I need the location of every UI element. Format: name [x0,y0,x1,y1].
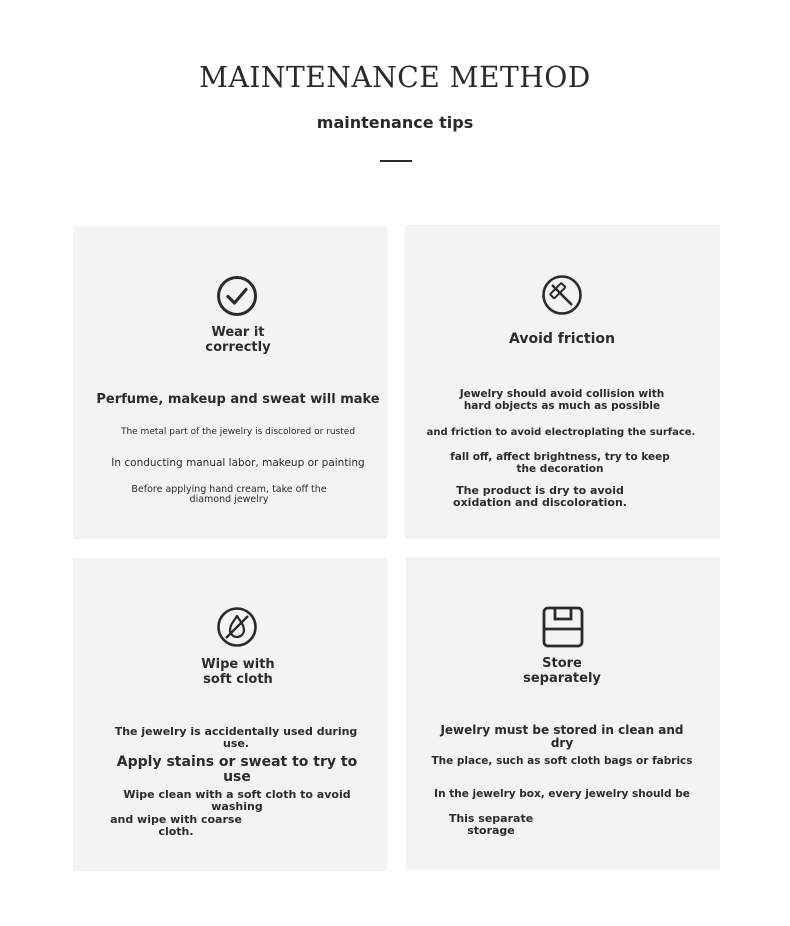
card-heading: Wipe with soft cloth [201,657,275,687]
check-circle-icon [216,275,258,317]
card-line: Jewelry must be stored in clean and dry [440,723,684,751]
card-line: Perfume, makeup and sweat will make [96,392,380,407]
card-line: The product is dry to avoid oxidation and discoloration. [453,484,627,510]
card-line: In conducting manual labor, makeup or painting [111,457,365,469]
hammer-circle-icon [541,274,583,316]
card-line: The place, such as soft cloth bags or fabrics [431,755,693,767]
card-line: This separate storage [448,812,534,838]
card-line: Wipe clean with a soft cloth to avoid washing [123,788,351,814]
page-title: MAINTENANCE METHOD [199,60,591,94]
title-divider [380,160,412,162]
card-line: The metal part of the jewelry is discolored or rusted [120,427,356,437]
no-water-drop-icon [216,606,258,648]
card-line: and wipe with coarse cloth. [110,813,242,839]
card-line: Jewelry should avoid collision with hard objects as much as possible [459,388,665,412]
card-line: and friction to avoid electroplating the surface. [426,427,696,438]
card-heading: Store separately [523,656,601,686]
page-subtitle: maintenance tips [316,113,474,132]
card-line: Apply stains or sweat to try to use [116,754,358,786]
card-heading: Wear it correctly [205,325,271,355]
card-line: fall off, affect brightness, try to keep the decoration [450,451,670,475]
card-line: The jewelry is accidentally used during use. [114,725,358,751]
card-line: In the jewelry box, every jewelry should be [434,788,690,800]
card-line: Before applying hand cream, take off the diamond jewelry [131,484,327,506]
storage-box-icon [541,605,585,649]
card-heading: Avoid friction [509,331,615,347]
